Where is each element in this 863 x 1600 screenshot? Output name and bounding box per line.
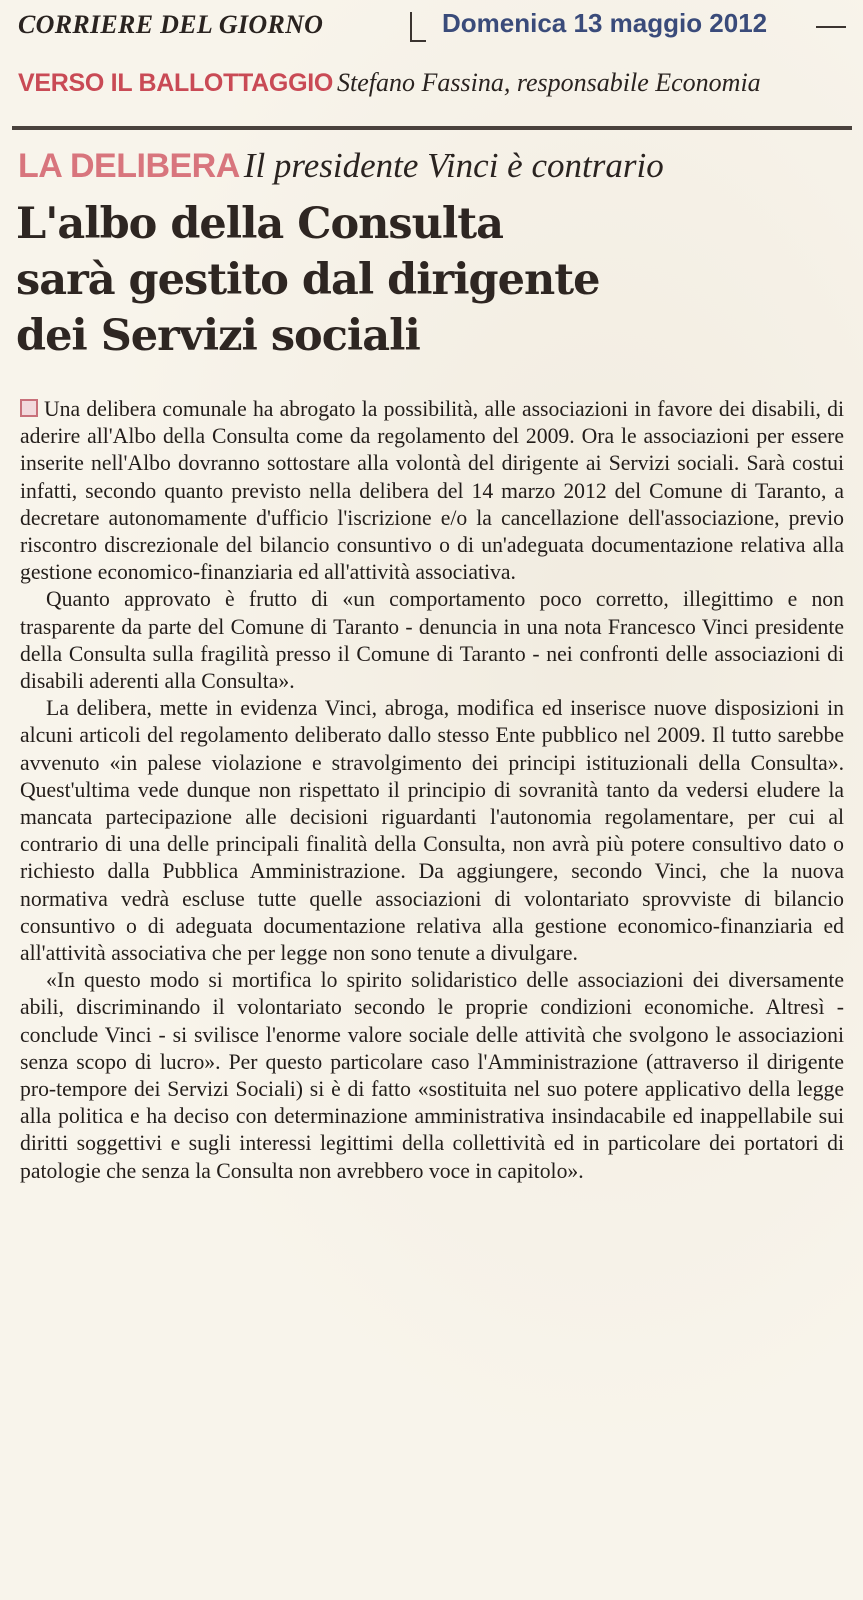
- previous-article-strap: [18, 68, 848, 108]
- publication-date: Domenica 13 maggio 2012: [442, 8, 768, 38]
- article-paragraph: [20, 396, 844, 586]
- article-paragraph: Quanto approvato è frutto di «un comportamento poco corretto, illegittimo e non trasparente da parte del Comune di Taranto - denuncia in una nota Francesco Vinci presidente della Consulta sulla fragilità presso il Comune di Taranto - nei confronti delle associazioni di disabili aderenti alla Consulta».: [20, 587, 844, 694]
- masthead-dash: [816, 26, 846, 28]
- newspaper-name: CORRIERE DEL GIORNO: [18, 10, 324, 39]
- masthead: [18, 4, 848, 44]
- masthead-divider: [410, 12, 426, 42]
- article-subtitle: Il presidente Vinci è contrario: [243, 146, 664, 185]
- article-kicker: LA DELIBERA: [18, 147, 240, 185]
- article-deck: [18, 146, 848, 186]
- headline-line: dei Servizi sociali: [16, 311, 420, 361]
- paragraph-text: Una delibera comunale ha abrogato la possibilità, alle associazioni in favore dei disabili, di aderire all'Albo della Consulta come da regolamento del 2009. Ora le associazioni per essere inserite nell'Albo dovranno sottostare alla volontà del dirigente ai Servizi sociali. Sarà costui infatti, secondo quanto previsto nella delibera del 14 marzo 2012 del Comune di Taranto, a decretare autonomamente d'ufficio l'iscrizione e/o la cancellazione dell'associazione, previo riscontro discrezionale del bilancio consuntivo o di un'adeguata documentazione relativa alla gestione economico-finanziaria ed all'attività associativa.: [20, 397, 844, 585]
- strap-subtitle: Stefano Fassina, responsabile Economia: [337, 68, 761, 97]
- article-headline: [16, 196, 846, 364]
- section-rule: [12, 126, 852, 130]
- bullet-icon: [20, 399, 38, 417]
- article-paragraph: La delibera, mette in evidenza Vinci, abroga, modifica ed inserisce nuove disposizioni in alcuni articoli del regolamento deliberato dallo stesso Ente pubblico nel 2009. Il tutto sarebbe avvenuto «in palese violazione e stravolgimento dei principi istituzionali della Consulta». Quest'ultima vede dunque non rispettato il principio di sovranità tanto da vedersi eludere la mancata partecipazione alle decisioni riguardanti l'autonomia regolamentare, per cui al contrario di una delle principali finalità della Consulta, non avrà più potere consultivo dato o richiesto dalla Pubblica Amministrazione. Da aggiungere, secondo Vinci, che la nuova normativa vedrà escluse tutte quelle associazioni di volontariato sprovviste di bilancio consuntivo o di adeguata documentazione relativa alla gestione economico-finanziaria ed all'attività associativa che per legge non sono tenute a divulgare.: [20, 696, 844, 966]
- article-paragraph: «In questo modo si mortifica lo spirito solidaristico delle associazioni dei diversamente abili, discriminando il volontariato secondo le proprie condizioni economiche. Altresì - conclude Vinci - si svilisce l'enorme valore sociale delle attività che svolgono le associazioni senza scopo di lucro». Per questo particolare caso l'Amministrazione (attraverso il dirigente pro-tempore dei Servizi Sociali) si è di fatto «sostituita nel suo potere applicativo della legge alla politica e ha deciso con determinazione amministrativa insindacabile ed inappellabile sui diritti soggettivi e sugli interessi legittimi della collettività ed in particolare dei portatori di patologie che senza la Consulta non avrebbero voce in capitolo».: [20, 968, 844, 1183]
- headline-line: sarà gestito dal dirigente: [16, 255, 600, 305]
- article-body: [20, 396, 844, 1185]
- strap-kicker: VERSO IL BALLOTTAGGIO: [18, 69, 334, 97]
- headline-line: L'albo della Consulta: [16, 199, 503, 249]
